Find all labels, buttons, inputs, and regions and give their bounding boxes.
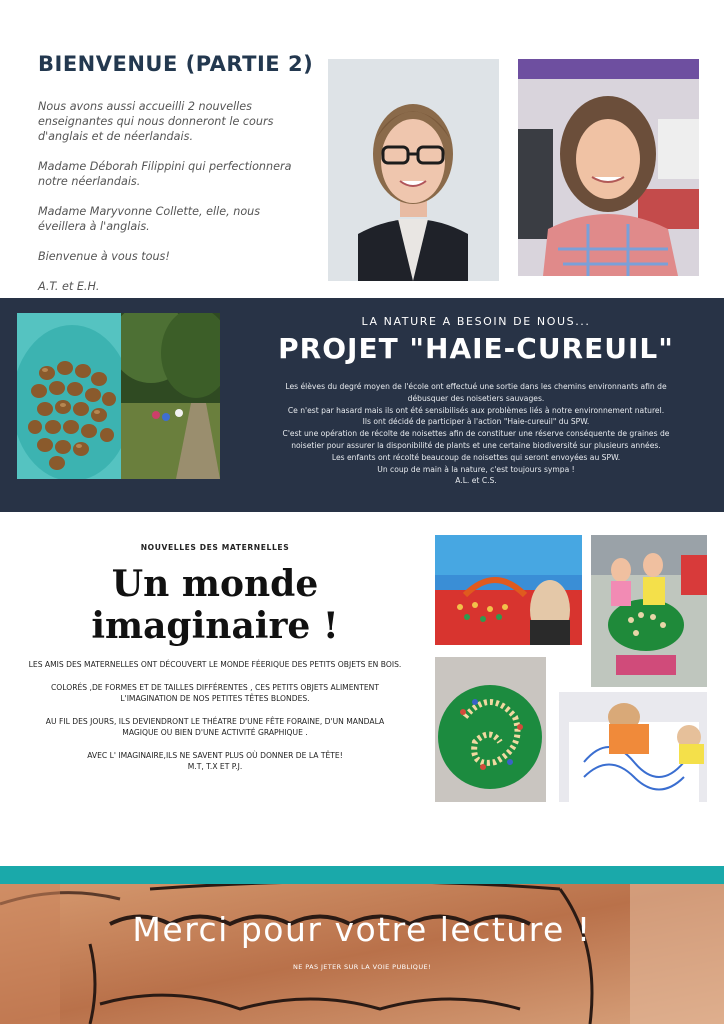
drawing-activity-photo [559,692,707,802]
nature-project-title: PROJET "HAIE-CUREUIL" [278,332,674,365]
maternelles-article-text [10,659,420,773]
nature-text-line: Ils ont décidé de participer à l'action "Haie-cureuil" du SPW. [362,417,590,427]
maternelles-paragraph [10,682,420,705]
welcome-paragraph: Nous avons aussi accueilli 2 nouvelles enseignantes qui nous donneront le cours d'anglais et de néerlandais. [38,100,274,143]
maternelles-paragraph: LES AMIS DES MATERNELLES ONT DÉCOUVERT LE MONDE FÉERIQUE DES PETITS OBJETS EN BOIS. [28,660,402,669]
nature-text-line: noisetier pour assurer la disponibilité de plants et une certaine biodiversité sur plusieurs années. [291,440,661,450]
nature-text-line: débusquer des noisetiers sauvages. [407,393,545,403]
welcome-paragraph: Madame Maryvonne Collette, elle, nous éveillera à l'anglais. [38,205,261,233]
nature-signature: A.L. et C.S. [455,476,497,486]
welcome-paragraph: Madame Déborah Filippini qui perfectionnera notre néerlandais. [38,160,292,188]
nature-article-text [236,381,716,487]
footer-divider-bar [0,866,724,884]
teacher-photo-maryvonne [518,59,699,276]
footer-note-text: NE PAS JETER SUR LA VOIE PUBLIQUE! [292,963,431,971]
nature-kicker: LA NATURE A BESOIN DE NOUS... [361,315,591,328]
maternelles-line: AU FIL DES JOURS, ILS DEVIENDRONT LE THÉATRE D'UNE FÊTE FORAINE, D'UN MANDALA [45,716,385,726]
welcome-text [38,99,328,294]
maternelles-line: L'IMAGINATION DE NOS PETITES TÊTES BLONDES. [120,694,310,703]
nature-text-line: Ce n'est par hasard mais ils ont été sensibilisés aux problèmes liés à notre environnement naturel. [287,405,665,415]
maternelles-line: AVEC L' IMAGINAIRE,ILS NE SAVENT PLUS OÙ DONNER DE LA TÊTE! [87,750,343,760]
footer-thanks-text: Merci pour votre lecture ! [132,910,592,949]
welcome-title: BIENVENUE (PARTIE 2) [38,52,314,76]
classroom-table-photo [435,535,582,645]
maternelles-title-line: imaginaire ! [91,605,339,647]
forest-path-photo [121,313,220,479]
nature-text-line: Les enfants ont récolté beaucoup de noisettes qui seront envoyées au SPW. [331,452,621,462]
maternelles-title [40,563,390,647]
maternelles-title-line: Un monde [111,563,319,605]
maternelles-signature: M.T, T.X ET P.J. [187,762,243,771]
nature-text-line: C'est une opération de récolte de noisettes afin de constituer une réserve conséquente de graines de [282,429,670,439]
maternelles-line: COLORÉS ,DE FORMES ET DE TAILLES DIFFÉRENTES , CES PETITS OBJETS ALIMENTENT [51,682,379,692]
children-circle-photo [591,535,707,687]
maternelles-kicker: NOUVELLES DES MATERNELLES [140,543,290,552]
nature-text-line: Un coup de main à la nature, c'est toujours sympa ! [377,464,575,474]
maternelles-paragraph [10,716,420,739]
welcome-paragraph: Bienvenue à vous tous! [38,250,170,263]
mandala-photo [435,657,546,802]
nature-text-line: Les élèves du degré moyen de l'école ont effectué une sortie dans les chemins environnants afin de [285,382,667,391]
maternelles-paragraph [10,750,420,773]
maternelles-line: MAGIQUE OU BIEN D'UNE ACTIVITÉ GRAPHIQUE . [122,728,308,737]
hazelnuts-photo [17,313,121,479]
footer-background-art [0,884,724,1024]
welcome-signature: A.T. et E.H. [38,280,100,293]
teacher-photo-deborah [328,59,499,281]
